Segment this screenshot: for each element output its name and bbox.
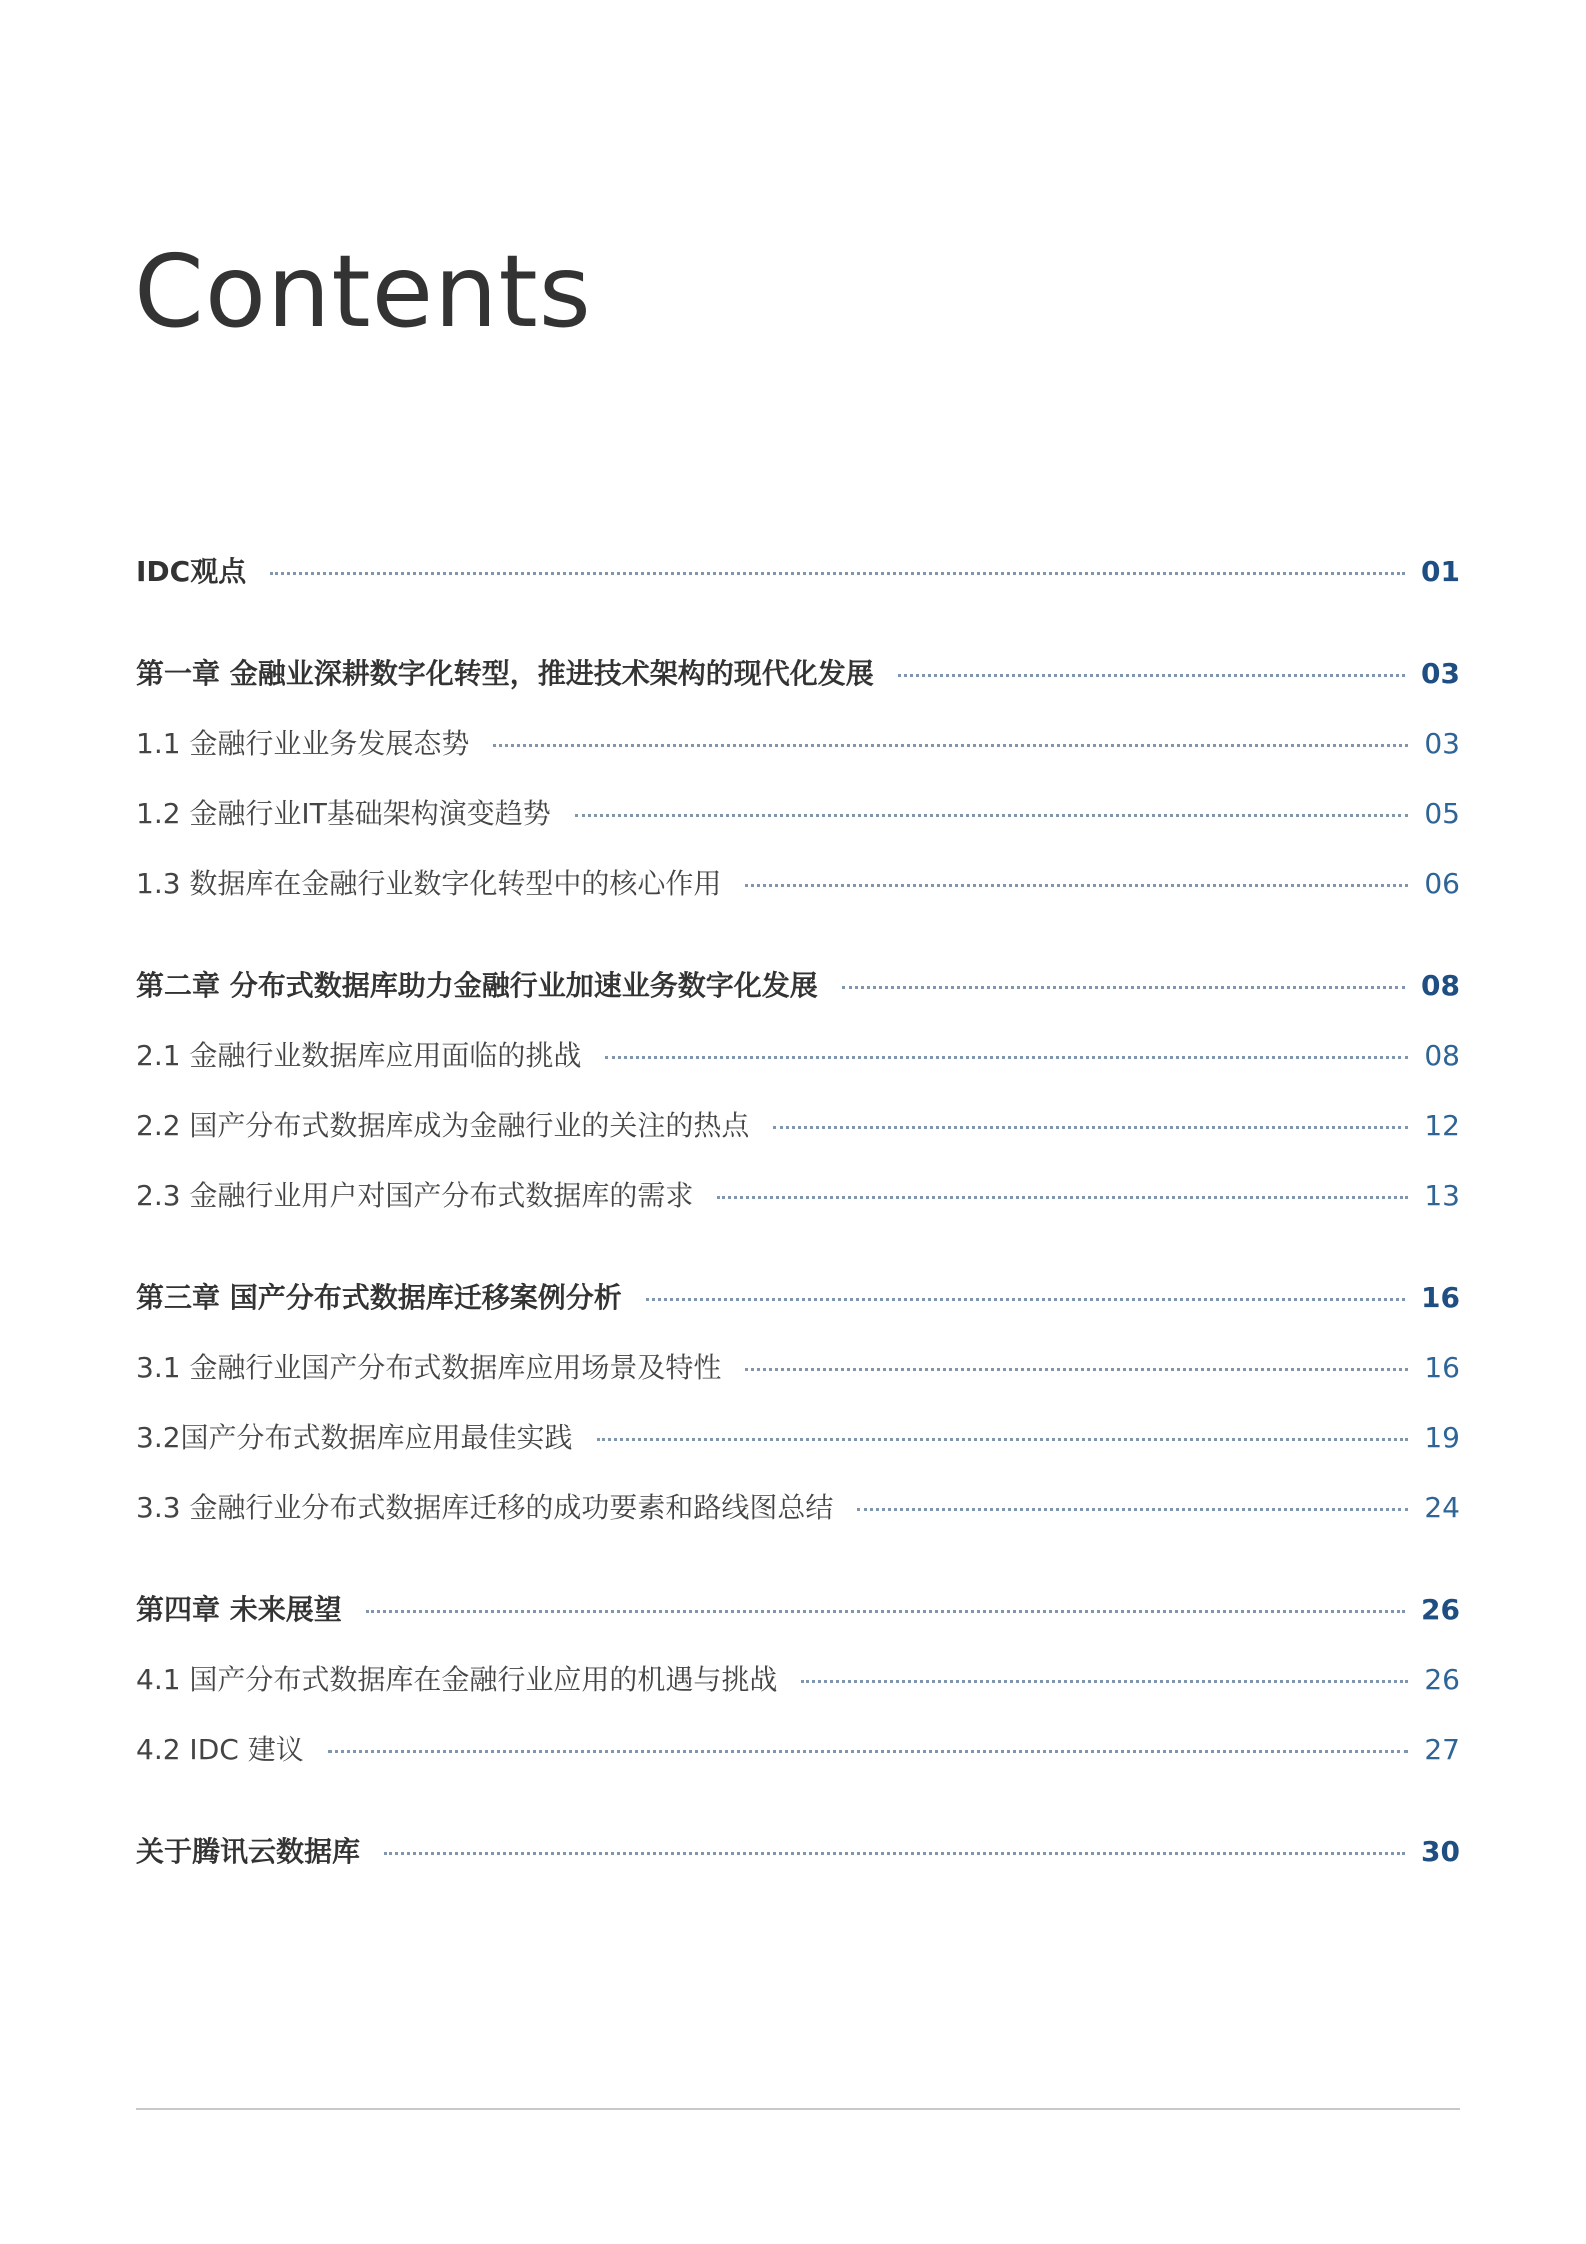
toc-section-entry[interactable]	[136, 1336, 1460, 1406]
toc-section-entry[interactable]	[136, 712, 1460, 782]
toc-entry-label: 2.2 国产分布式数据库成为金融行业的关注的热点	[136, 1109, 750, 1142]
toc-section-entry[interactable]	[136, 1406, 1460, 1476]
toc-page-number: 27	[1424, 1733, 1460, 1766]
toc-chapter-entry[interactable]	[136, 1266, 1460, 1336]
toc-entry-label: 3.2国产分布式数据库应用最佳实践	[136, 1421, 573, 1454]
toc-entry-label: 4.2 IDC 建议	[136, 1733, 304, 1766]
toc-dot-leader	[270, 572, 1405, 575]
toc-page-number: 01	[1421, 555, 1460, 588]
table-of-contents	[136, 540, 1460, 1890]
toc-entry-label: 第四章 未来展望	[136, 1593, 342, 1626]
toc-chapter-entry[interactable]	[136, 642, 1460, 712]
toc-dot-leader	[857, 1508, 1408, 1511]
toc-entry-label: 1.3 数据库在金融行业数字化转型中的核心作用	[136, 867, 722, 900]
toc-page-number: 12	[1424, 1109, 1460, 1142]
toc-dot-leader	[366, 1610, 1405, 1613]
toc-page-number: 16	[1424, 1351, 1460, 1384]
toc-dot-leader	[745, 1368, 1408, 1371]
toc-entry-label: 第二章 分布式数据库助力金融行业加速业务数字化发展	[136, 969, 818, 1002]
toc-dot-leader	[646, 1298, 1405, 1301]
toc-page-number: 19	[1424, 1421, 1460, 1454]
toc-dot-leader	[717, 1196, 1408, 1199]
page-title: Contents	[134, 233, 592, 350]
toc-section-entry[interactable]	[136, 782, 1460, 852]
toc-section-entry[interactable]	[136, 852, 1460, 922]
toc-entry-label: 4.1 国产分布式数据库在金融行业应用的机遇与挑战	[136, 1663, 778, 1696]
toc-dot-leader	[842, 986, 1405, 989]
toc-dot-leader	[898, 674, 1405, 677]
toc-entry-label: 2.3 金融行业用户对国产分布式数据库的需求	[136, 1179, 694, 1212]
toc-chapter-entry[interactable]	[136, 540, 1460, 610]
toc-entry-label: 第三章 国产分布式数据库迁移案例分析	[136, 1281, 622, 1314]
toc-entry-label: 2.1 金融行业数据库应用面临的挑战	[136, 1039, 582, 1072]
toc-page-number: 26	[1424, 1663, 1460, 1696]
toc-dot-leader	[493, 744, 1408, 747]
toc-entry-label: IDC观点	[136, 555, 247, 588]
toc-section-entry[interactable]	[136, 1024, 1460, 1094]
toc-dot-leader	[384, 1852, 1405, 1855]
toc-section-entry[interactable]	[136, 1476, 1460, 1546]
toc-dot-leader	[328, 1750, 1409, 1753]
toc-entry-label: 1.1 金融行业业务发展态势	[136, 727, 470, 760]
toc-entry-label: 1.2 金融行业IT基础架构演变趋势	[136, 797, 551, 830]
toc-dot-leader	[773, 1126, 1408, 1129]
toc-chapter-entry[interactable]	[136, 1578, 1460, 1648]
toc-chapter-entry[interactable]	[136, 1820, 1460, 1890]
toc-page-number: 03	[1421, 657, 1460, 690]
toc-dot-leader	[575, 814, 1409, 817]
toc-page-number: 06	[1424, 867, 1460, 900]
toc-page-number: 05	[1424, 797, 1460, 830]
toc-page-number: 13	[1424, 1179, 1460, 1212]
toc-dot-leader	[801, 1680, 1408, 1683]
toc-page-number: 24	[1424, 1491, 1460, 1524]
toc-entry-label: 关于腾讯云数据库	[136, 1835, 361, 1868]
toc-entry-label: 3.3 金融行业分布式数据库迁移的成功要素和路线图总结	[136, 1491, 834, 1524]
toc-section-entry[interactable]	[136, 1648, 1460, 1718]
toc-dot-leader	[605, 1056, 1408, 1059]
toc-page-number: 08	[1424, 1039, 1460, 1072]
toc-section-entry[interactable]	[136, 1718, 1460, 1788]
toc-entry-label: 第一章 金融业深耕数字化转型，推进技术架构的现代化发展	[136, 657, 874, 690]
toc-entry-label: 3.1 金融行业国产分布式数据库应用场景及特性	[136, 1351, 722, 1384]
toc-page-number: 08	[1421, 969, 1460, 1002]
toc-page-number: 03	[1424, 727, 1460, 760]
toc-section-entry[interactable]	[136, 1164, 1460, 1234]
toc-page-number: 16	[1421, 1281, 1460, 1314]
toc-dot-leader	[597, 1438, 1409, 1441]
toc-chapter-entry[interactable]	[136, 954, 1460, 1024]
toc-dot-leader	[745, 884, 1408, 887]
toc-page-number: 26	[1421, 1593, 1460, 1626]
toc-section-entry[interactable]	[136, 1094, 1460, 1164]
toc-page-number: 30	[1421, 1835, 1460, 1868]
footer-divider	[136, 2108, 1460, 2110]
